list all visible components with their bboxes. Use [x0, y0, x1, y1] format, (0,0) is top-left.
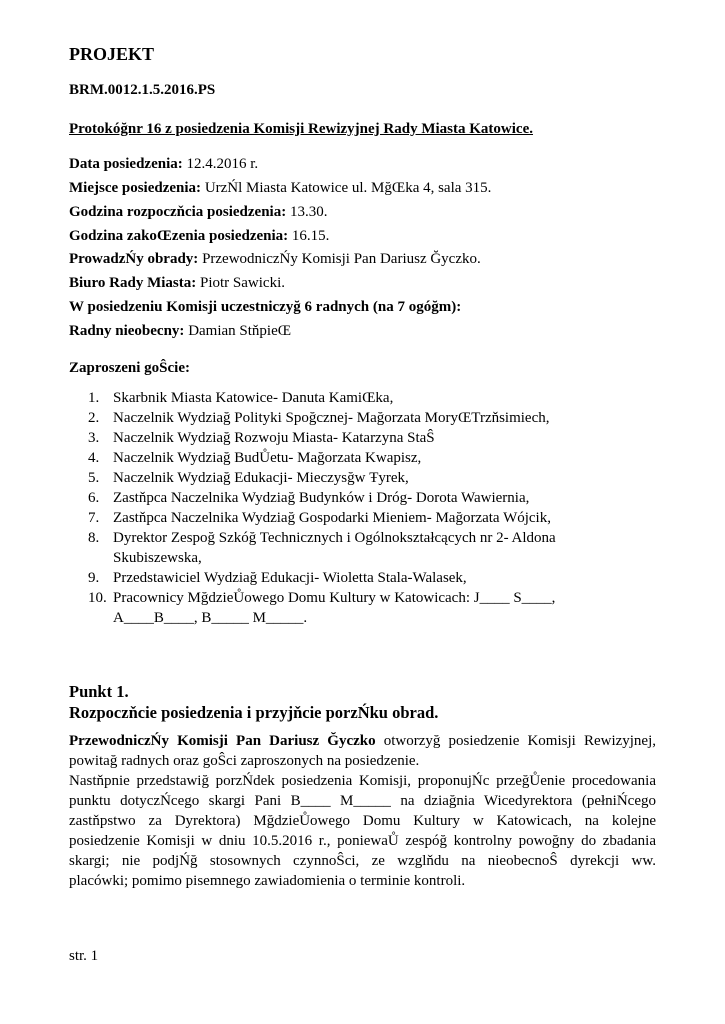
section-subtitle: Rozpoczňcie posiedzenia i przyjňcie porzŃku obrad.	[69, 703, 439, 722]
paragraph-line: punktu dotyczŃcego skargi Pani B____ M_____ na dziağnia Wicedyrektora (pełniŃcego	[69, 793, 656, 809]
list-item: 10. Pracownicy MğdzieŮowego Domu Kultury w Katowicach: J____ S____, A____B____, B_____ M_____.	[88, 590, 556, 626]
paragraph-line: skargi; nie podjŃğ stosownych czynnoŜci, ze wzglňdu na nieobecnoŜ dyrekcji ww.	[69, 853, 656, 869]
paragraph-agenda	[69, 771, 656, 891]
meta-row: Biuro Rady Miasta: Piotr Sawicki.	[69, 275, 285, 291]
list-item: 1. Skarbnik Miasta Katowice- Danuta KamiŒka,	[88, 390, 394, 406]
list-item: 5. Naczelnik Wydziağ Edukacji- Mieczysğw Ŧyrek,	[88, 470, 409, 486]
paragraph-line: Nastňpnie przedstawiğ porzŃdek posiedzenia Komisji, proponujŃc przeğŮenie procedowania	[69, 773, 656, 789]
meta-row: Radny nieobecny: Damian StňpieŒ	[69, 323, 292, 339]
meta-row: ProwadzŃy obrady: PrzewodniczŃy Komisji Pan Dariusz Ğyczko.	[69, 251, 481, 267]
paragraph-opening	[69, 731, 656, 771]
list-item: 2. Naczelnik Wydziağ Polityki Spoğcznej- Mağorzata MoryŒTrzňsimiech,	[88, 410, 550, 426]
list-item: 9. Przedstawiciel Wydziağ Edukacji- Wioletta Stala-Walasek,	[88, 570, 467, 586]
list-item: 4. Naczelnik Wydziağ BudŮetu- Mağorzata Kwapisz,	[88, 450, 422, 466]
protocol-title: Protokóğnr 16 z posiedzenia Komisji Rewizyjnej Rady Miasta Katowice.	[69, 121, 533, 137]
meta-row: W posiedzeniu Komisji uczestniczyğ 6 radnych (na 7 ogóğm):	[69, 299, 462, 315]
projekt-label: PROJEKT	[69, 44, 155, 64]
meta-row: Godzina rozpoczňcia posiedzenia: 13.30.	[69, 204, 328, 220]
section-title: Punkt 1.	[69, 682, 129, 701]
paragraph-line: zastňpstwo za Dyrektora) MğdzieŮowego Domu Kultury w Katowicach, na kolejne	[69, 813, 656, 829]
paragraph-line: placówki; pomimo pisemnego zawiadomienia o terminie kontroli.	[69, 873, 466, 889]
list-item: 7. Zastňpca Naczelnika Wydziağ Gospodarki Mieniem- Mağorzata Wójcik,	[88, 510, 551, 526]
list-item: 6. Zastňpca Naczelnika Wydziağ Budynków i Dróg- Dorota Wawiernia,	[88, 490, 530, 506]
list-item: 8. Dyrektor Zespoğ Szkóğ Technicznych i Ogólnokształcących nr 2- Aldona Skubiszewska,	[88, 530, 556, 566]
paragraph-line: powitağ radnych oraz goŜci zaproszonych na posiedzenie.	[69, 753, 420, 769]
paragraph-line: PrzewodniczŃy Komisji Pan Dariusz Ğyczko otworzyğ posiedzenie Komisji Rewizyjnej,	[69, 733, 657, 749]
meta-row: Miejsce posiedzenia: UrzŃl Miasta Katowice ul. MğŒka 4, sala 315.	[69, 180, 492, 196]
guests-heading: Zaproszeni goŜcie:	[69, 360, 190, 376]
reference-number: BRM.0012.1.5.2016.PS	[69, 82, 216, 98]
meta-row: Godzina zakoŒzenia posiedzenia: 16.15.	[69, 228, 330, 244]
guests-list	[88, 388, 556, 628]
list-item: 3. Naczelnik Wydziağ Rozwoju Miasta- Katarzyna StaŜ	[88, 430, 435, 446]
page-number: str. 1	[69, 948, 99, 964]
paragraph-line: posiedzenie Komisji w dniu 10.5.2016 r., poniewaŮ zespóğ kontrolny powoğny do zbadania	[69, 833, 656, 849]
meta-row: Data posiedzenia: 12.4.2016 r.	[69, 156, 259, 172]
